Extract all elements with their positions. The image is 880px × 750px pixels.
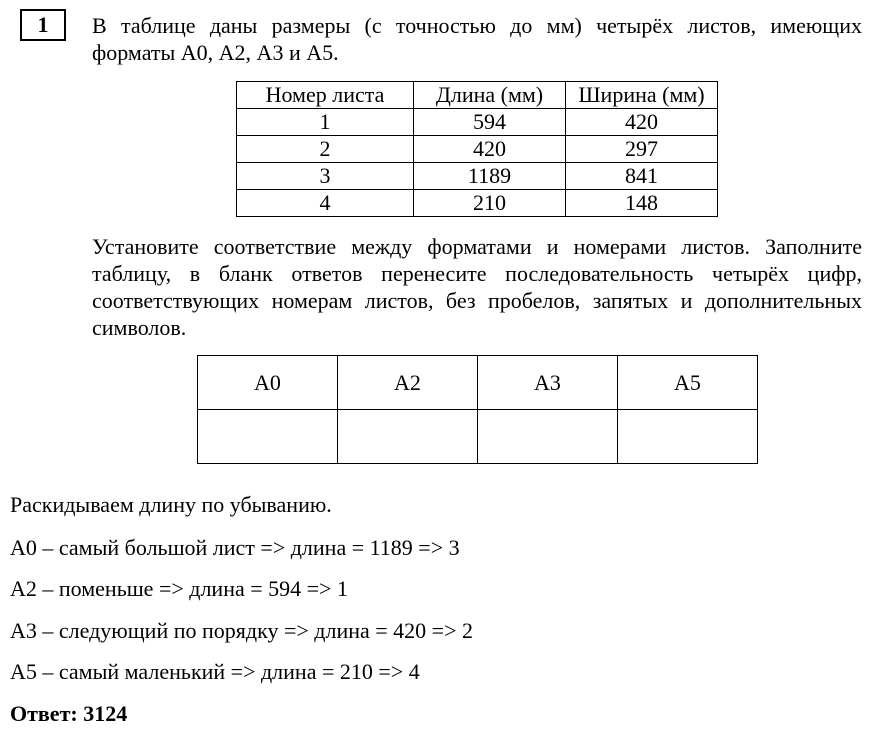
table-cell: 594 — [414, 109, 566, 136]
table-cell: 841 — [566, 163, 718, 190]
solution-line: А2 – поменьше => длина = 594 => 1 — [10, 576, 348, 601]
sizes-table-header-row — [237, 82, 718, 109]
table-cell: 148 — [566, 190, 718, 217]
table-cell: 3 — [237, 163, 414, 190]
task-intro: В таблице даны размеры (с точностью до мм) четырёх листов, имеющих форматы А0, А2, А3 и А5. — [92, 13, 862, 65]
table-cell: 1189 — [414, 163, 566, 190]
table-row — [237, 163, 718, 190]
table-cell: 420 — [566, 109, 718, 136]
table-cell: 2 — [237, 136, 414, 163]
table-cell: 297 — [566, 136, 718, 163]
task-number-box: 1 — [20, 9, 66, 41]
task-instruction: Установите соответствие между форматами и номерами листов. Заполните таблицу, в бланк ответов перенесите последовательность четырёх цифр, соответствующих номерам листов, без пробелов, запятых и дополнительных символов. — [92, 234, 862, 340]
table-cell: 4 — [237, 190, 414, 217]
answer-cell-a3[interactable] — [478, 410, 618, 464]
solution-line: А5 – самый маленький => длина = 210 => 4 — [10, 659, 420, 684]
table-row — [237, 109, 718, 136]
table-cell: 1 — [237, 109, 414, 136]
table-cell: 420 — [414, 136, 566, 163]
table-cell: 210 — [414, 190, 566, 217]
answer-header-row — [198, 356, 758, 410]
table-row — [237, 190, 718, 217]
answer-input-row — [198, 410, 758, 464]
solution-line: А3 – следующий по порядку => длина = 420 => 2 — [10, 618, 473, 643]
answer-header-a0: А0 — [198, 356, 338, 410]
sizes-header-length: Длина (мм) — [414, 82, 566, 109]
answer-table — [197, 355, 758, 464]
solution-line: А0 – самый большой лист => длина = 1189 => 3 — [10, 535, 460, 560]
answer-header-a2: А2 — [338, 356, 478, 410]
answer-cell-a5[interactable] — [618, 410, 758, 464]
answer-cell-a0[interactable] — [198, 410, 338, 464]
sizes-header-width: Ширина (мм) — [566, 82, 718, 109]
solution-line: Раскидываем длину по убыванию. — [10, 492, 332, 517]
answer-header-a5: А5 — [618, 356, 758, 410]
answer-header-a3: А3 — [478, 356, 618, 410]
sizes-header-number: Номер листа — [237, 82, 414, 109]
final-answer: Ответ: 3124 — [10, 701, 128, 726]
sizes-table — [236, 81, 718, 217]
table-row — [237, 136, 718, 163]
answer-cell-a2[interactable] — [338, 410, 478, 464]
